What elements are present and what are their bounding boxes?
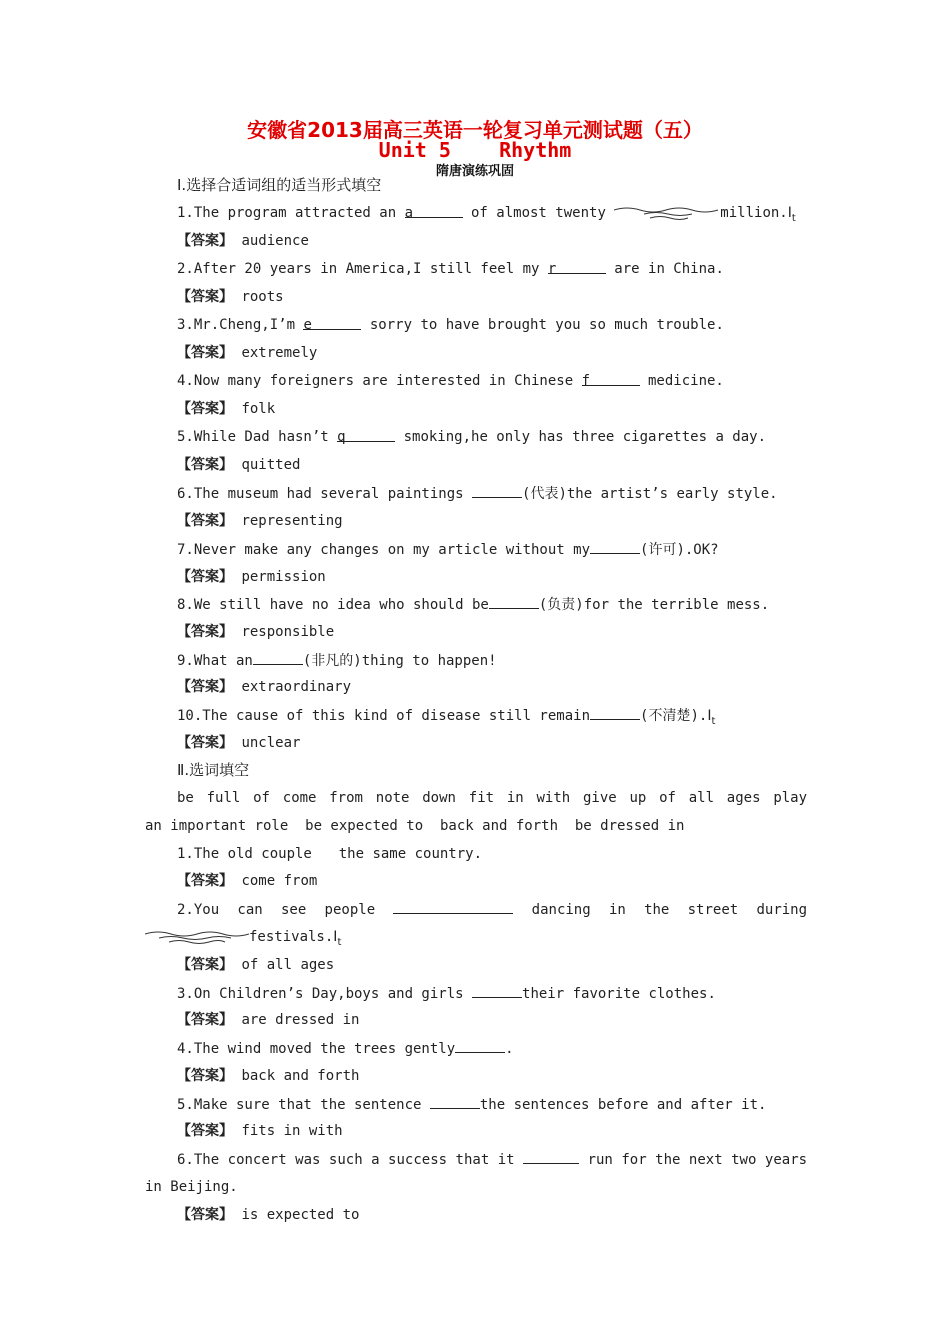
word: years — [764, 1152, 808, 1168]
word: such — [328, 1152, 363, 1168]
answer-blank — [472, 984, 522, 998]
word: dancing — [531, 902, 591, 918]
s2-question-4: 4.The wind moved the trees gently . — [177, 1041, 514, 1057]
answer-blank — [393, 900, 513, 914]
answer-blank: q — [337, 428, 395, 442]
word: in — [608, 902, 626, 918]
answer-3: 【答案】 extremely — [177, 345, 318, 361]
document-subtitle: 隋唐演练巩固 — [435, 164, 514, 179]
word: 2.You — [177, 902, 220, 918]
answer-blank — [489, 595, 539, 609]
question-3: 3.Mr.Cheng,I’m e sorry to have brought you so much trouble. — [177, 317, 724, 333]
s2-question-2-cont: $festivals.I_t$ — [0, 928, 950, 952]
answer-blank: f — [582, 372, 640, 386]
word: be full of — [177, 790, 270, 806]
word: give up — [582, 790, 647, 806]
answer-blank — [590, 706, 640, 720]
answer-blank — [590, 540, 640, 554]
s2-answer-6: 【答案】 is expected to — [177, 1207, 360, 1223]
word: run — [587, 1152, 613, 1168]
answer-5: 【答案】 quitted — [177, 457, 301, 473]
word: a — [371, 1152, 380, 1168]
word: success — [388, 1152, 448, 1168]
word-bank-line-1 — [0, 789, 950, 807]
answer-blank — [523, 1150, 579, 1164]
word: 6.The — [177, 1152, 220, 1168]
word: the — [655, 1152, 681, 1168]
word: can — [237, 902, 263, 918]
answer-2: 【答案】 roots — [177, 289, 284, 305]
word: come from — [282, 790, 363, 806]
word-bank-items — [177, 789, 807, 807]
answer-10: 【答案】 unclear — [177, 735, 301, 751]
s2-answer-4: 【答案】 back and forth — [177, 1068, 360, 1084]
s2-question-6 — [0, 1150, 950, 1169]
wavy-blank-icon — [614, 206, 720, 220]
question-9: 9.What an (非凡的)thing to happen! — [177, 653, 497, 669]
editor-mark-icon: $I_t$ — [707, 708, 716, 727]
s2-question-3: 3.On Children’s Day,boys and girls their favorite clothes. — [177, 986, 716, 1002]
question-10: 10.The cause of this kind of disease still remain (不清楚)$.I_t$ — [177, 708, 716, 727]
editor-mark-icon: $I_t$ — [787, 205, 796, 224]
s2-question-6-words — [177, 1150, 807, 1169]
s2-answer-3: 【答案】 are dressed in — [177, 1012, 360, 1028]
answer-4: 【答案】 folk — [177, 401, 276, 417]
question-5: 5.While Dad hasn’t q smoking,he only has three cigarettes a day. — [177, 429, 767, 445]
answer-blank: e — [303, 316, 361, 330]
editor-mark-icon: $I_t$ — [333, 929, 342, 948]
s2-answer-2: 【答案】 of all ages — [177, 957, 335, 973]
word: the — [644, 902, 670, 918]
answer-blank — [430, 1095, 480, 1109]
word: people — [324, 902, 376, 918]
s2-question-6-cont: in Beijing. — [145, 1179, 238, 1195]
answer-1: 【答案】 audience — [177, 233, 309, 249]
question-4: 4.Now many foreigners are interested in Chinese f medicine. — [177, 373, 724, 389]
word: for — [621, 1152, 647, 1168]
s2-question-2-words — [177, 900, 807, 919]
word: fit in with — [468, 790, 571, 806]
word: during — [756, 902, 808, 918]
word: that — [455, 1152, 490, 1168]
word: it — [497, 1152, 515, 1168]
word: play — [773, 790, 808, 806]
question-2: 2.After 20 years in America,I still feel my r are in China. — [177, 261, 724, 277]
word: concert — [227, 1152, 287, 1168]
s2-question-1: 1.The old couple the same country. — [177, 846, 483, 862]
question-7: 7.Never make any changes on my article without my (许可).OK? — [177, 542, 719, 558]
word: see — [280, 902, 307, 918]
word: of all ages — [659, 790, 761, 806]
unit-title: Unit 5 Rhythm — [378, 138, 572, 162]
word-bank-line-2: an important role be expected to back and forth be dressed in — [145, 818, 685, 834]
word: was — [295, 1152, 321, 1168]
answer-blank — [472, 484, 522, 498]
answer-9: 【答案】 extraordinary — [177, 679, 352, 695]
word: next — [688, 1152, 723, 1168]
s2-question-5: 5.Make sure that the sentence the sentences before and after it. — [177, 1097, 767, 1113]
section2-heading: Ⅱ.选词填空 — [177, 761, 250, 779]
document-title: 安徽省2013届高三英语一轮复习单元测试题（五） — [247, 118, 703, 142]
answer-blank — [253, 651, 303, 665]
question-6: 6.The museum had several paintings (代表)the artist’s early style. — [177, 486, 778, 502]
word: street — [687, 902, 739, 918]
answer-blank — [455, 1039, 505, 1053]
word: two — [731, 1152, 757, 1168]
answer-6: 【答案】 representing — [177, 513, 343, 529]
s2-answer-1: 【答案】 come from — [177, 873, 318, 889]
s2-question-2 — [0, 900, 950, 919]
answer-blank: a — [405, 204, 463, 218]
answer-blank: r — [548, 260, 606, 274]
question-8: 8.We still have no idea who should be (负责)for the terrible mess. — [177, 597, 770, 613]
wavy-blank-icon — [145, 930, 249, 944]
answer-8: 【答案】 responsible — [177, 624, 335, 640]
question-1: 1.The program attracted an a of almost twenty $million.I_t$ — [177, 205, 796, 224]
s2-answer-5: 【答案】 fits in with — [177, 1123, 343, 1139]
answer-7: 【答案】 permission — [177, 569, 326, 585]
section1-heading: Ⅰ.选择合适词组的适当形式填空 — [177, 176, 382, 194]
word: note down — [375, 790, 456, 806]
